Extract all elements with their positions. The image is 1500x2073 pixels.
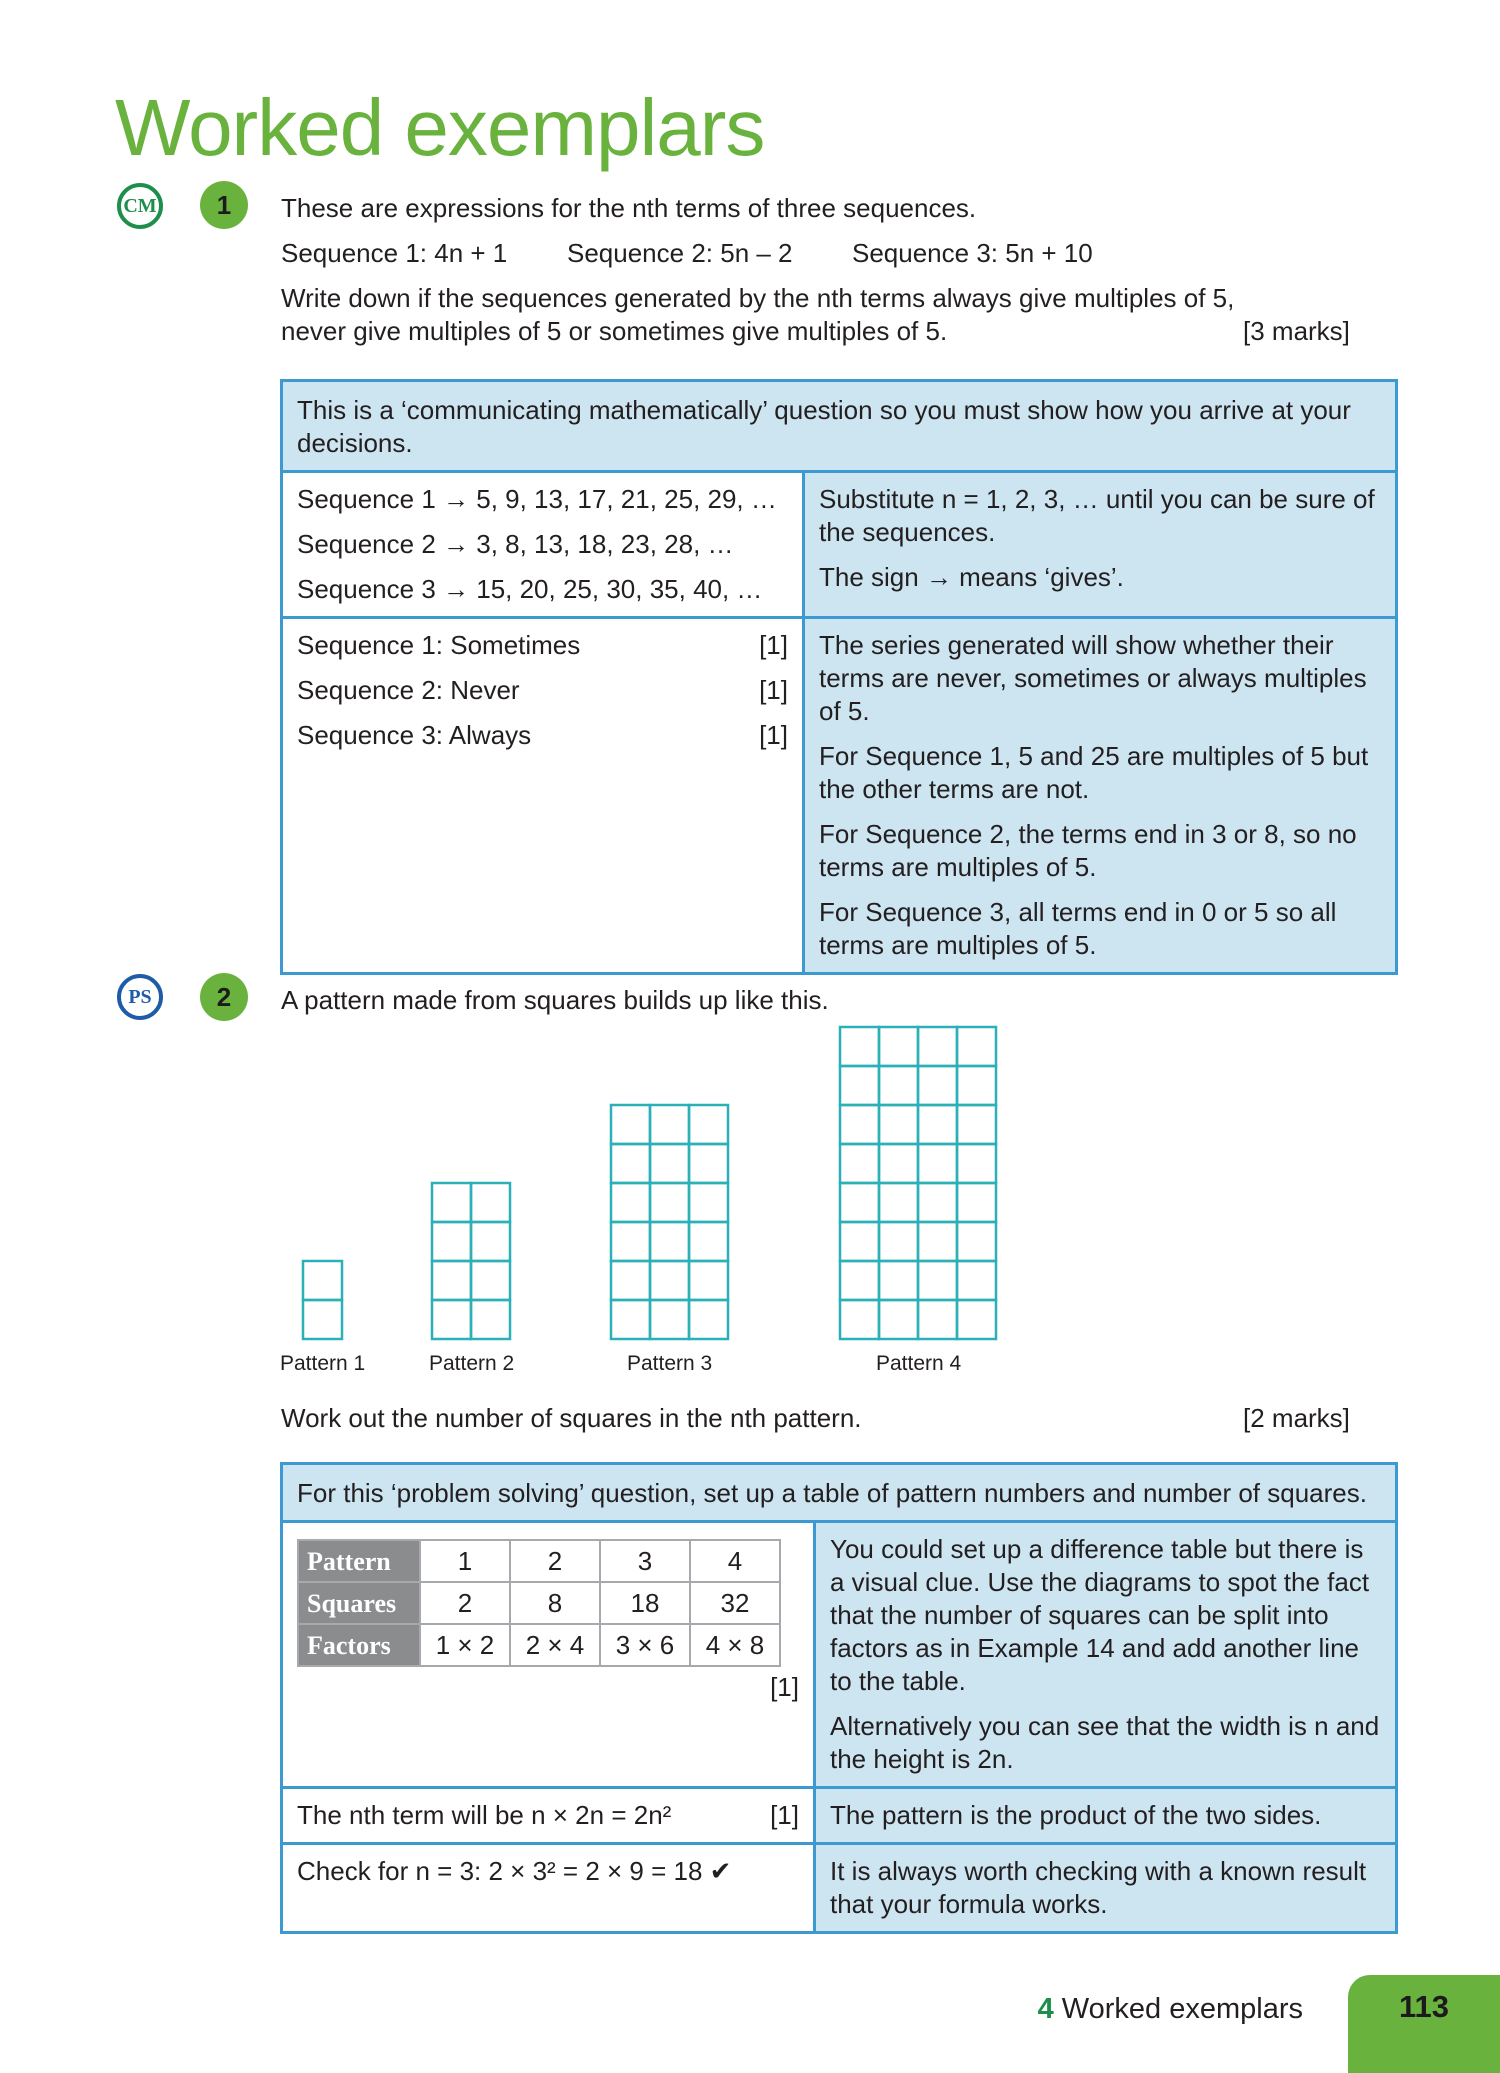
pattern-square xyxy=(303,1300,342,1339)
pattern-square xyxy=(840,1027,879,1066)
pattern-square xyxy=(689,1222,728,1261)
q2-product-note: The pattern is the product of the two sides. xyxy=(830,1800,1322,1830)
pattern-square xyxy=(879,1183,918,1222)
q1-sequence-3: Sequence 3: 5n + 10 xyxy=(852,238,1093,268)
q2-table-mark: [1] xyxy=(770,1672,799,1702)
pattern-square xyxy=(879,1027,918,1066)
q1-answer-2-text: Sequence 2: Never xyxy=(297,675,520,705)
pattern-square xyxy=(611,1183,650,1222)
pattern-square xyxy=(611,1144,650,1183)
row-label-pattern: Pattern xyxy=(298,1540,420,1582)
question-number-1: 1 xyxy=(200,181,248,229)
q2-task: Work out the number of squares in the nth pattern. xyxy=(281,1403,862,1433)
pattern-3-label: Pattern 3 xyxy=(627,1352,713,1375)
q1-answer-1-mark: [1] xyxy=(759,630,788,660)
q1-sequence-2: Sequence 2: 5n – 2 xyxy=(567,238,793,268)
pattern-square xyxy=(611,1105,650,1144)
table-row xyxy=(298,1582,780,1624)
q2-box-row-1 xyxy=(283,1520,1395,1786)
pattern-square xyxy=(879,1300,918,1339)
q1-answer-2-mark: [1] xyxy=(759,675,788,705)
pattern-square xyxy=(689,1105,728,1144)
page-number: 113 xyxy=(1398,1989,1449,2024)
q2-pattern-table-cell xyxy=(283,1523,816,1786)
pattern-square xyxy=(840,1105,879,1144)
pattern-square xyxy=(689,1144,728,1183)
pattern-square xyxy=(303,1261,342,1300)
q1-sequence-2-terms: Sequence 2 → 3, 8, 13, 18, 23, 28, … xyxy=(297,529,734,559)
pattern-2-grid xyxy=(432,1183,510,1339)
question-number-2: 2 xyxy=(200,973,248,1021)
pattern-square xyxy=(957,1105,996,1144)
pattern-square xyxy=(650,1105,689,1144)
pattern-table xyxy=(297,1539,781,1667)
q1-seq3-note: For Sequence 3, all terms end in 0 or 5 so all terms are multiples of 5. xyxy=(819,897,1337,960)
q1-sequence-3-terms: Sequence 3 → 15, 20, 25, 30, 35, 40, … xyxy=(297,574,763,604)
q2-visual-clue-note: You could set up a difference table but there is a visual clue. Use the diagrams to spot the fact that the number of squares can be split into factors as in Example 14 and add another line to the table. xyxy=(830,1534,1370,1696)
pattern-1-label: Pattern 1 xyxy=(280,1352,366,1375)
pattern-square xyxy=(471,1300,510,1339)
pattern-square xyxy=(918,1261,957,1300)
pattern-3-grid xyxy=(611,1105,728,1339)
q1-instruction-line-2: never give multiples of 5 or sometimes give multiples of 5. xyxy=(281,316,948,346)
footer-chapter-number: 4 xyxy=(1037,1993,1054,2025)
table-cell: 4 xyxy=(690,1540,780,1582)
q2-box-row-3 xyxy=(283,1842,1395,1931)
q2-nth-term-mark: [1] xyxy=(770,1800,799,1830)
pattern-square xyxy=(840,1222,879,1261)
page-number-tab xyxy=(1348,1975,1500,2073)
pattern-square xyxy=(840,1183,879,1222)
q1-seq1-note: For Sequence 1, 5 and 25 are multiples of 5 but the other terms are not. xyxy=(819,741,1369,804)
pattern-square xyxy=(918,1105,957,1144)
pattern-square xyxy=(650,1261,689,1300)
q2-nth-term-cell xyxy=(283,1789,816,1842)
row-label-factors: Factors xyxy=(298,1624,420,1666)
q1-answer-3-mark: [1] xyxy=(759,720,788,750)
pattern-square xyxy=(918,1144,957,1183)
q1-instruction-line-1: Write down if the sequences generated by the nth terms always give multiples of 5, xyxy=(281,283,1235,313)
pattern-square xyxy=(957,1261,996,1300)
q1-sequence-1: Sequence 1: 4n + 1 xyxy=(281,238,508,268)
q2-check: Check for n = 3: 2 × 3² = 2 × 9 = 18 ✔ xyxy=(283,1845,816,1931)
pattern-square xyxy=(840,1066,879,1105)
pattern-square xyxy=(957,1066,996,1105)
pattern-square xyxy=(879,1144,918,1183)
table-cell: 1 xyxy=(420,1540,510,1582)
pattern-1-grid xyxy=(303,1261,342,1339)
q2-solution-box xyxy=(280,1462,1398,1934)
pattern-square xyxy=(432,1300,471,1339)
pattern-square xyxy=(918,1222,957,1261)
pattern-square xyxy=(957,1183,996,1222)
pattern-square xyxy=(432,1183,471,1222)
footer-chapter-title: Worked exemplars xyxy=(1061,1993,1303,2025)
pattern-2-label: Pattern 2 xyxy=(429,1352,515,1375)
row-label-squares: Squares xyxy=(298,1582,420,1624)
q1-marks: [3 marks] xyxy=(1243,316,1350,346)
pattern-4-grid xyxy=(840,1027,996,1339)
table-row xyxy=(298,1624,780,1666)
pattern-square xyxy=(650,1222,689,1261)
pattern-square xyxy=(840,1261,879,1300)
table-cell: 2 × 4 xyxy=(510,1624,600,1666)
table-cell: 32 xyxy=(690,1582,780,1624)
pattern-square xyxy=(918,1183,957,1222)
pattern-square xyxy=(650,1300,689,1339)
q1-arrow-note: The sign → means ‘gives’. xyxy=(819,562,1124,592)
pattern-square xyxy=(611,1300,650,1339)
pattern-square xyxy=(957,1027,996,1066)
pattern-square xyxy=(957,1222,996,1261)
q1-substitute-note: Substitute n = 1, 2, 3, … until you can be sure of the sequences. xyxy=(819,484,1375,547)
table-row xyxy=(298,1540,780,1582)
table-cell: 18 xyxy=(600,1582,690,1624)
table-cell: 2 xyxy=(420,1582,510,1624)
q1-series-note: The series generated will show whether their terms are never, sometimes or always multiples of 5. xyxy=(819,630,1367,726)
pattern-square xyxy=(611,1261,650,1300)
q1-box-header: This is a ‘communicating mathematically’ question so you must show how you arrive at your decisions. xyxy=(297,395,1351,458)
q2-intro: A pattern made from squares builds up like this. xyxy=(281,985,829,1015)
q2-width-height-note: Alternatively you can see that the width is n and the height is 2n. xyxy=(830,1711,1380,1774)
page-title: Worked exemplars xyxy=(115,83,765,172)
pattern-square xyxy=(840,1300,879,1339)
pattern-square xyxy=(611,1222,650,1261)
pattern-square xyxy=(957,1300,996,1339)
table-cell: 1 × 2 xyxy=(420,1624,510,1666)
cm-badge-icon: CM xyxy=(117,183,163,229)
table-cell: 3 × 6 xyxy=(600,1624,690,1666)
pattern-square xyxy=(918,1027,957,1066)
q1-answer-3-text: Sequence 3: Always xyxy=(297,720,532,750)
table-cell: 3 xyxy=(600,1540,690,1582)
table-cell: 4 × 8 xyxy=(690,1624,780,1666)
pattern-square xyxy=(471,1183,510,1222)
pattern-square xyxy=(650,1183,689,1222)
pattern-square xyxy=(432,1222,471,1261)
pattern-square xyxy=(918,1300,957,1339)
pattern-square xyxy=(689,1261,728,1300)
pattern-square xyxy=(879,1105,918,1144)
ps-badge-icon: PS xyxy=(117,974,163,1020)
pattern-square xyxy=(689,1183,728,1222)
pattern-square xyxy=(879,1066,918,1105)
pattern-4-label: Pattern 4 xyxy=(876,1352,962,1375)
table-cell: 2 xyxy=(510,1540,600,1582)
pattern-square xyxy=(471,1222,510,1261)
q1-sequence-1-terms: Sequence 1 → 5, 9, 13, 17, 21, 25, 29, … xyxy=(297,484,777,514)
q2-box-row-2 xyxy=(283,1786,1395,1842)
pattern-square xyxy=(879,1261,918,1300)
q2-marks: [2 marks] xyxy=(1243,1403,1350,1433)
pattern-square xyxy=(957,1144,996,1183)
q1-intro: These are expressions for the nth terms of three sequences. xyxy=(281,193,977,223)
table-cell: 8 xyxy=(510,1582,600,1624)
q2-nth-term: The nth term will be n × 2n = 2n² xyxy=(297,1800,672,1830)
pattern-square xyxy=(650,1144,689,1183)
q2-row-1-notes xyxy=(816,1523,1395,1786)
pattern-square xyxy=(432,1261,471,1300)
pattern-square xyxy=(471,1261,510,1300)
q2-check-note: It is always worth checking with a known result that your formula works. xyxy=(830,1856,1367,1919)
pattern-square xyxy=(879,1222,918,1261)
q2-box-header: For this ‘problem solving’ question, set up a table of pattern numbers and number of squares. xyxy=(297,1478,1367,1508)
pattern-square xyxy=(689,1300,728,1339)
pattern-square xyxy=(918,1066,957,1105)
q1-seq2-note: For Sequence 2, the terms end in 3 or 8, so no terms are multiples of 5. xyxy=(819,819,1357,882)
q1-answer-1-text: Sequence 1: Sometimes xyxy=(297,630,581,660)
footer-chapter-label xyxy=(1038,1993,1303,2026)
pattern-square xyxy=(840,1144,879,1183)
